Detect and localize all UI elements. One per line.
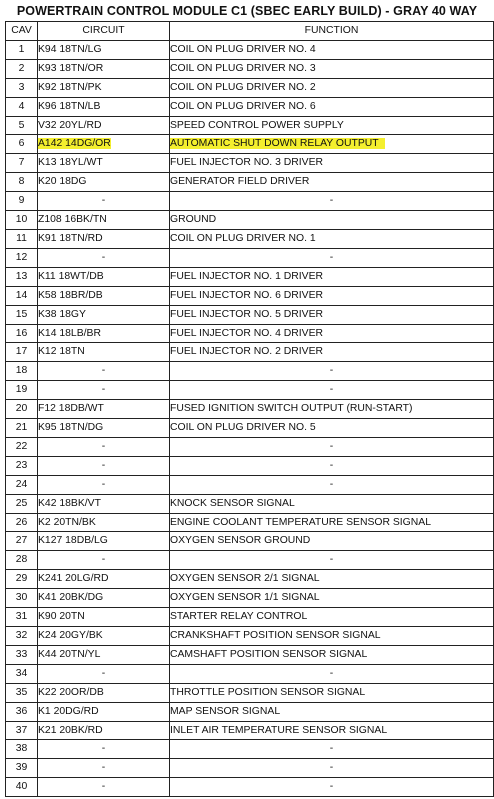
function-cell: - — [170, 381, 494, 400]
cav-cell: 16 — [6, 324, 38, 343]
table-row — [6, 683, 494, 702]
circuit-cell: - — [38, 381, 170, 400]
function-cell: FUEL INJECTOR NO. 3 DRIVER — [170, 154, 494, 173]
table-row — [6, 248, 494, 267]
circuit-cell: - — [38, 551, 170, 570]
function-cell: - — [170, 456, 494, 475]
function-cell: INLET AIR TEMPERATURE SENSOR SIGNAL — [170, 721, 494, 740]
cav-cell: 13 — [6, 267, 38, 286]
function-cell: AUTOMATIC SHUT DOWN RELAY OUTPUT — [170, 135, 494, 154]
cav-cell: 2 — [6, 59, 38, 78]
cav-cell: 17 — [6, 343, 38, 362]
circuit-cell: K20 18DG — [38, 173, 170, 192]
cav-cell: 5 — [6, 116, 38, 135]
table-row — [6, 154, 494, 173]
table-row — [6, 645, 494, 664]
cav-cell: 9 — [6, 192, 38, 211]
table-row — [6, 400, 494, 419]
circuit-cell: V32 20YL/RD — [38, 116, 170, 135]
cav-cell: 8 — [6, 173, 38, 192]
circuit-cell: K1 20DG/RD — [38, 702, 170, 721]
circuit-cell: K2 20TN/BK — [38, 513, 170, 532]
function-cell: FUEL INJECTOR NO. 2 DRIVER — [170, 343, 494, 362]
table-row — [6, 702, 494, 721]
circuit-cell: - — [38, 664, 170, 683]
cav-cell: 24 — [6, 475, 38, 494]
circuit-cell: - — [38, 437, 170, 456]
circuit-cell: - — [38, 740, 170, 759]
function-cell: FUSED IGNITION SWITCH OUTPUT (RUN-START) — [170, 400, 494, 419]
circuit-cell: K14 18LB/BR — [38, 324, 170, 343]
header-function: FUNCTION — [170, 22, 494, 41]
circuit-cell: K24 20GY/BK — [38, 627, 170, 646]
circuit-cell: K96 18TN/LB — [38, 97, 170, 116]
table-row — [6, 494, 494, 513]
table-row — [6, 778, 494, 797]
table-row — [6, 78, 494, 97]
function-cell: COIL ON PLUG DRIVER NO. 4 — [170, 40, 494, 59]
table-row — [6, 740, 494, 759]
function-cell: KNOCK SENSOR SIGNAL — [170, 494, 494, 513]
circuit-cell: - — [38, 192, 170, 211]
cav-cell: 14 — [6, 286, 38, 305]
cav-cell: 19 — [6, 381, 38, 400]
circuit-cell: - — [38, 475, 170, 494]
table-row — [6, 324, 494, 343]
table-row — [6, 97, 494, 116]
cav-cell: 1 — [6, 40, 38, 59]
circuit-cell: - — [38, 362, 170, 381]
function-cell: - — [170, 475, 494, 494]
function-cell: CAMSHAFT POSITION SENSOR SIGNAL — [170, 645, 494, 664]
function-cell: - — [170, 248, 494, 267]
cav-cell: 30 — [6, 589, 38, 608]
function-cell: COIL ON PLUG DRIVER NO. 1 — [170, 229, 494, 248]
table-row — [6, 267, 494, 286]
cav-cell: 38 — [6, 740, 38, 759]
table-row — [6, 475, 494, 494]
table-row — [6, 664, 494, 683]
circuit-cell: - — [38, 778, 170, 797]
cav-cell: 3 — [6, 78, 38, 97]
circuit-cell: K91 18TN/RD — [38, 229, 170, 248]
cav-cell: 7 — [6, 154, 38, 173]
cav-cell: 23 — [6, 456, 38, 475]
cav-cell: 10 — [6, 211, 38, 230]
function-cell: GROUND — [170, 211, 494, 230]
table-row — [6, 305, 494, 324]
table-row — [6, 173, 494, 192]
circuit-cell: K92 18TN/PK — [38, 78, 170, 97]
circuit-cell: - — [38, 248, 170, 267]
table-row — [6, 532, 494, 551]
cav-cell: 28 — [6, 551, 38, 570]
cav-cell: 37 — [6, 721, 38, 740]
circuit-cell: K22 20OR/DB — [38, 683, 170, 702]
cav-cell: 22 — [6, 437, 38, 456]
table-row — [6, 211, 494, 230]
cav-cell: 12 — [6, 248, 38, 267]
table-row — [6, 116, 494, 135]
function-cell: - — [170, 437, 494, 456]
cav-cell: 33 — [6, 645, 38, 664]
function-cell: OXYGEN SENSOR 1/1 SIGNAL — [170, 589, 494, 608]
circuit-cell: K13 18YL/WT — [38, 154, 170, 173]
cav-cell: 4 — [6, 97, 38, 116]
circuit-cell: K93 18TN/OR — [38, 59, 170, 78]
table-row — [6, 570, 494, 589]
pinout-table — [5, 21, 494, 797]
function-cell: FUEL INJECTOR NO. 5 DRIVER — [170, 305, 494, 324]
table-row — [6, 456, 494, 475]
function-cell: ENGINE COOLANT TEMPERATURE SENSOR SIGNAL — [170, 513, 494, 532]
circuit-cell: K41 20BK/DG — [38, 589, 170, 608]
function-cell: COIL ON PLUG DRIVER NO. 6 — [170, 97, 494, 116]
table-row — [6, 135, 494, 154]
circuit-cell: A142 14DG/OR — [38, 135, 170, 154]
cav-cell: 25 — [6, 494, 38, 513]
function-cell: COIL ON PLUG DRIVER NO. 5 — [170, 419, 494, 438]
circuit-cell: K11 18WT/DB — [38, 267, 170, 286]
table-row — [6, 437, 494, 456]
table-row — [6, 40, 494, 59]
function-cell: - — [170, 192, 494, 211]
function-cell: GENERATOR FIELD DRIVER — [170, 173, 494, 192]
circuit-cell: K38 18GY — [38, 305, 170, 324]
circuit-cell: K58 18BR/DB — [38, 286, 170, 305]
circuit-cell: K95 18TN/DG — [38, 419, 170, 438]
function-cell: - — [170, 778, 494, 797]
cav-cell: 36 — [6, 702, 38, 721]
cav-cell: 6 — [6, 135, 38, 154]
function-cell: FUEL INJECTOR NO. 4 DRIVER — [170, 324, 494, 343]
cav-cell: 26 — [6, 513, 38, 532]
function-cell: STARTER RELAY CONTROL — [170, 608, 494, 627]
circuit-cell: K241 20LG/RD — [38, 570, 170, 589]
page-title: POWERTRAIN CONTROL MODULE C1 (SBEC EARLY BUILD) - GRAY 40 WAY — [16, 4, 478, 18]
cav-cell: 32 — [6, 627, 38, 646]
function-cell: - — [170, 362, 494, 381]
table-row — [6, 59, 494, 78]
table-row — [6, 627, 494, 646]
function-cell: - — [170, 551, 494, 570]
cav-cell: 27 — [6, 532, 38, 551]
function-cell: - — [170, 740, 494, 759]
circuit-cell: K90 20TN — [38, 608, 170, 627]
function-cell: OXYGEN SENSOR GROUND — [170, 532, 494, 551]
table-row — [6, 286, 494, 305]
circuit-cell: K21 20BK/RD — [38, 721, 170, 740]
circuit-cell: K42 18BK/VT — [38, 494, 170, 513]
function-cell: SPEED CONTROL POWER SUPPLY — [170, 116, 494, 135]
circuit-cell: K94 18TN/LG — [38, 40, 170, 59]
table-row — [6, 362, 494, 381]
table-row — [6, 513, 494, 532]
function-cell: COIL ON PLUG DRIVER NO. 2 — [170, 78, 494, 97]
circuit-cell: - — [38, 759, 170, 778]
function-cell: MAP SENSOR SIGNAL — [170, 702, 494, 721]
cav-cell: 18 — [6, 362, 38, 381]
circuit-cell: K127 18DB/LG — [38, 532, 170, 551]
cav-cell: 20 — [6, 400, 38, 419]
cav-cell: 21 — [6, 419, 38, 438]
header-circuit: CIRCUIT — [38, 22, 170, 41]
cav-cell: 29 — [6, 570, 38, 589]
circuit-cell: F12 18DB/WT — [38, 400, 170, 419]
function-cell: COIL ON PLUG DRIVER NO. 3 — [170, 59, 494, 78]
circuit-cell: - — [38, 456, 170, 475]
table-row — [6, 343, 494, 362]
function-cell: THROTTLE POSITION SENSOR SIGNAL — [170, 683, 494, 702]
header-cav: CAV — [6, 22, 38, 41]
function-cell: OXYGEN SENSOR 2/1 SIGNAL — [170, 570, 494, 589]
table-row — [6, 608, 494, 627]
circuit-cell: Z108 16BK/TN — [38, 211, 170, 230]
function-cell: - — [170, 759, 494, 778]
function-cell: - — [170, 664, 494, 683]
table-row — [6, 229, 494, 248]
table-row — [6, 551, 494, 570]
table-row — [6, 192, 494, 211]
function-cell: FUEL INJECTOR NO. 6 DRIVER — [170, 286, 494, 305]
function-cell: CRANKSHAFT POSITION SENSOR SIGNAL — [170, 627, 494, 646]
cav-cell: 39 — [6, 759, 38, 778]
table-row — [6, 381, 494, 400]
cav-cell: 40 — [6, 778, 38, 797]
header-row — [6, 22, 494, 41]
function-cell: FUEL INJECTOR NO. 1 DRIVER — [170, 267, 494, 286]
cav-cell: 11 — [6, 229, 38, 248]
circuit-cell: K44 20TN/YL — [38, 645, 170, 664]
cav-cell: 15 — [6, 305, 38, 324]
table-row — [6, 419, 494, 438]
table-row — [6, 589, 494, 608]
cav-cell: 34 — [6, 664, 38, 683]
circuit-cell: K12 18TN — [38, 343, 170, 362]
table-row — [6, 759, 494, 778]
cav-cell: 31 — [6, 608, 38, 627]
cav-cell: 35 — [6, 683, 38, 702]
table-row — [6, 721, 494, 740]
